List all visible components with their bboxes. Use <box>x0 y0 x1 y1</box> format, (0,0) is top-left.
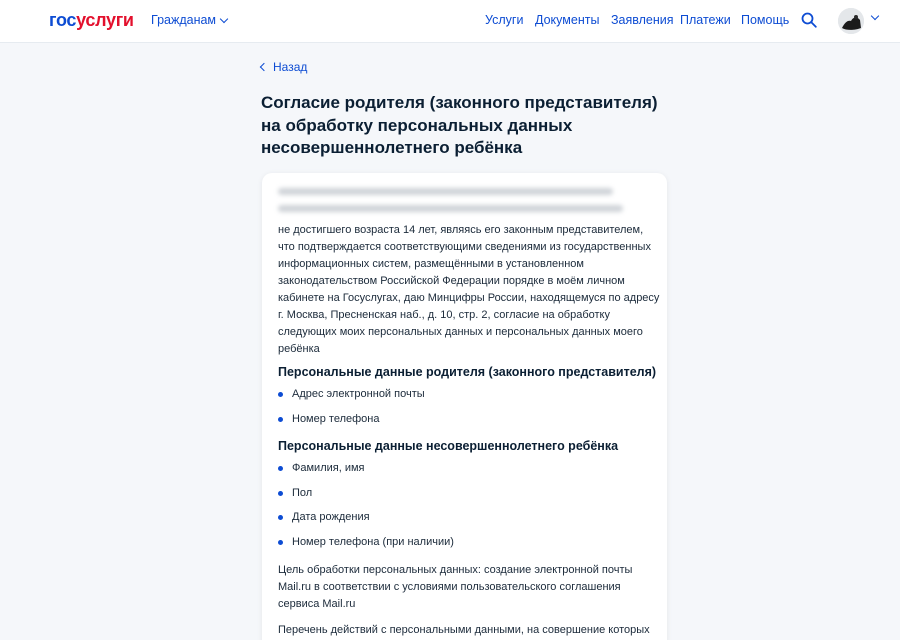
avatar[interactable] <box>838 8 864 34</box>
purpose-line: Mail.ru в соответствии с условиями пользовательского соглашения <box>278 581 621 593</box>
bullet-icon <box>278 491 283 496</box>
list-item <box>278 487 312 499</box>
nav-applications[interactable]: Заявления <box>611 13 674 27</box>
consent-line: что подтверждается соответствующими сведениями из государственных <box>278 241 651 253</box>
list-item <box>278 536 454 548</box>
role-selector[interactable] <box>151 13 227 27</box>
purpose-paragraph <box>278 562 656 613</box>
consent-line: следующих моих персональных данных и персональных данных моего <box>278 326 643 338</box>
gosuslugi-logo[interactable] <box>49 10 134 31</box>
role-selector-label: Гражданам <box>151 13 217 27</box>
consent-line: г. Москва, Пресненская наб., д. 10, стр. 2, согласие на обработку <box>278 309 610 321</box>
child-section-title: Персональные данные несовершеннолетнего ребёнка <box>278 439 619 453</box>
bullet-icon <box>278 515 283 520</box>
chevron-left-icon <box>260 63 268 71</box>
list-item <box>278 388 425 400</box>
consent-line: не достигшего возраста 14 лет, являясь его законным представителем, <box>278 224 644 236</box>
consent-line: информационных систем, размещёнными в установленном <box>278 258 584 270</box>
consent-paragraph <box>278 222 660 358</box>
consent-line: законодательством Российской Федерации порядке в моём личном <box>278 275 625 287</box>
list-item-label: Номер телефона <box>292 413 380 425</box>
purpose-line: Цель обработки персональных данных: создание электронной почты <box>278 564 633 576</box>
nav-help[interactable]: Помощь <box>741 13 790 27</box>
actions-line: Перечень действий с персональными данными, на совершение которых <box>278 624 650 636</box>
back-link-label: Назад <box>273 60 308 74</box>
list-item <box>278 462 364 474</box>
consent-line: кабинете на Госуслугах, даю Минцифры России, находящемуся по адресу <box>278 292 660 304</box>
list-item-label: Адрес электронной почты <box>292 388 425 400</box>
list-item <box>278 511 370 523</box>
top-header <box>0 0 900 43</box>
bullet-icon <box>278 417 283 422</box>
purpose-line: сервиса Mail.ru <box>278 598 356 610</box>
consent-line: ребёнка <box>278 343 320 355</box>
chevron-down-icon <box>220 14 228 22</box>
logo-part-gos: гос <box>49 10 77 30</box>
logo-part-uslugi: услуги <box>76 10 134 30</box>
nav-services[interactable]: Услуги <box>485 13 524 27</box>
account-chevron-down-icon[interactable] <box>871 12 879 20</box>
actions-paragraph <box>278 622 656 639</box>
list-item-label: Дата рождения <box>292 511 370 523</box>
list-item-label: Пол <box>292 487 313 499</box>
back-link[interactable] <box>261 60 307 74</box>
redacted-text <box>278 188 613 195</box>
page-title <box>261 92 681 160</box>
redacted-text <box>278 205 623 212</box>
avatar-image-icon <box>838 8 864 34</box>
nav-documents[interactable]: Документы <box>535 13 600 27</box>
page-title-line: несовершеннолетнего ребёнка <box>261 138 523 157</box>
bullet-icon <box>278 466 283 471</box>
parent-section-title: Персональные данные родителя (законного представителя) <box>278 365 657 379</box>
list-item-label: Номер телефона (при наличии) <box>292 536 454 548</box>
page-title-line: Согласие родителя (законного представителя) <box>261 93 658 112</box>
bullet-icon <box>278 540 283 545</box>
list-item-label: Фамилия, имя <box>292 462 365 474</box>
page-title-line: на обработку персональных данных <box>261 115 573 135</box>
nav-payments[interactable]: Платежи <box>680 13 731 27</box>
search-icon[interactable] <box>801 12 817 28</box>
list-item <box>278 413 379 425</box>
bullet-icon <box>278 392 283 397</box>
